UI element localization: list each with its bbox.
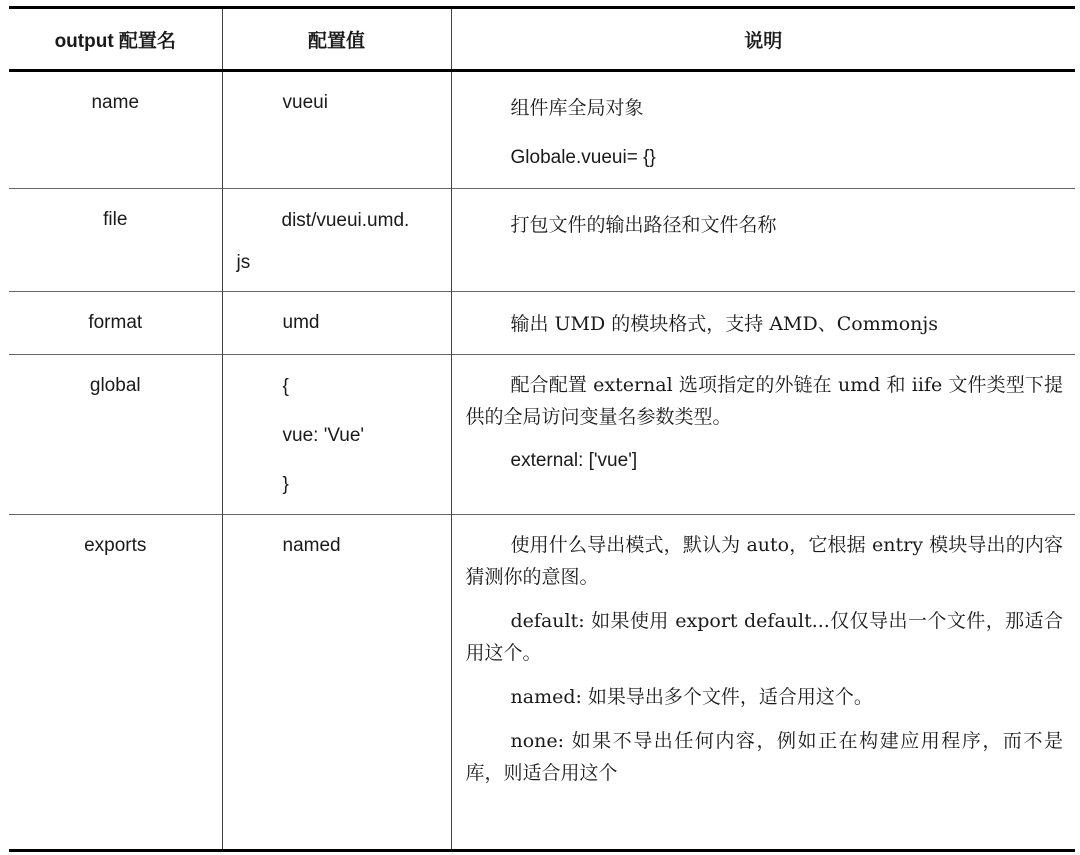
description-cell: [451, 71, 1075, 189]
description-paragraph: none: 如果不导出任何内容，例如正在构建应用程序，而不是库，则适合用这个: [465, 730, 1063, 784]
config-value-cell: [222, 515, 451, 851]
config-value-cell: [222, 292, 451, 355]
description-paragraph: 使用什么导出模式，默认为 auto，它根据 entry 模块导出的内容猜测你的意图。: [465, 534, 1063, 588]
config-value-line: vueui: [282, 92, 328, 113]
description-paragraph: Globale.vueui= {}: [510, 147, 656, 168]
config-value-cell: [222, 189, 451, 292]
config-value-line: umd: [282, 312, 320, 333]
table-row: [9, 71, 1075, 189]
table-row: [9, 189, 1075, 292]
config-value-line: js: [236, 252, 251, 273]
config-name-cell: exports: [9, 515, 222, 851]
description-cell: [451, 292, 1075, 355]
table-row: [9, 515, 1075, 851]
description-paragraph: 配合配置 external 选项指定的外链在 umd 和 iife 文件类型下提供的全局访问变量名参数类型。: [465, 374, 1063, 428]
description-paragraph: 组件库全局对象: [510, 97, 644, 119]
config-name-cell: file: [9, 189, 222, 292]
description-cell: [451, 189, 1075, 292]
description-cell: [451, 355, 1075, 515]
config-value-line: }: [282, 474, 289, 495]
description-paragraph: 输出 UMD 的模块格式，支持 AMD、Commonjs: [510, 313, 939, 335]
config-name-cell: global: [9, 355, 222, 515]
config-name-cell: name: [9, 71, 222, 189]
config-value-line: vue: 'Vue': [282, 425, 365, 446]
config-value-line: named: [282, 535, 341, 556]
header-config-name: output 配置名: [9, 8, 222, 71]
config-value-cell: [222, 71, 451, 189]
header-description: 说明: [451, 8, 1075, 71]
table-row: [9, 355, 1075, 515]
config-value-line: {: [282, 376, 289, 397]
table-row: [9, 292, 1075, 355]
description-paragraph: named: 如果导出多个文件，适合用这个。: [510, 686, 873, 708]
header-config-value: 配置值: [222, 8, 451, 71]
header-row: [9, 8, 1075, 71]
output-config-table: [9, 6, 1075, 852]
config-value-line: dist/vueui.umd.: [281, 210, 410, 231]
config-name-cell: format: [9, 292, 222, 355]
description-paragraph: default: 如果使用 export default...仅仅导出一个文件，那适合用这个。: [465, 610, 1063, 664]
description-cell: [451, 515, 1075, 851]
description-paragraph: 打包文件的输出路径和文件名称: [510, 214, 777, 236]
description-paragraph: external: ['vue']: [510, 450, 638, 471]
config-value-cell: [222, 355, 451, 515]
